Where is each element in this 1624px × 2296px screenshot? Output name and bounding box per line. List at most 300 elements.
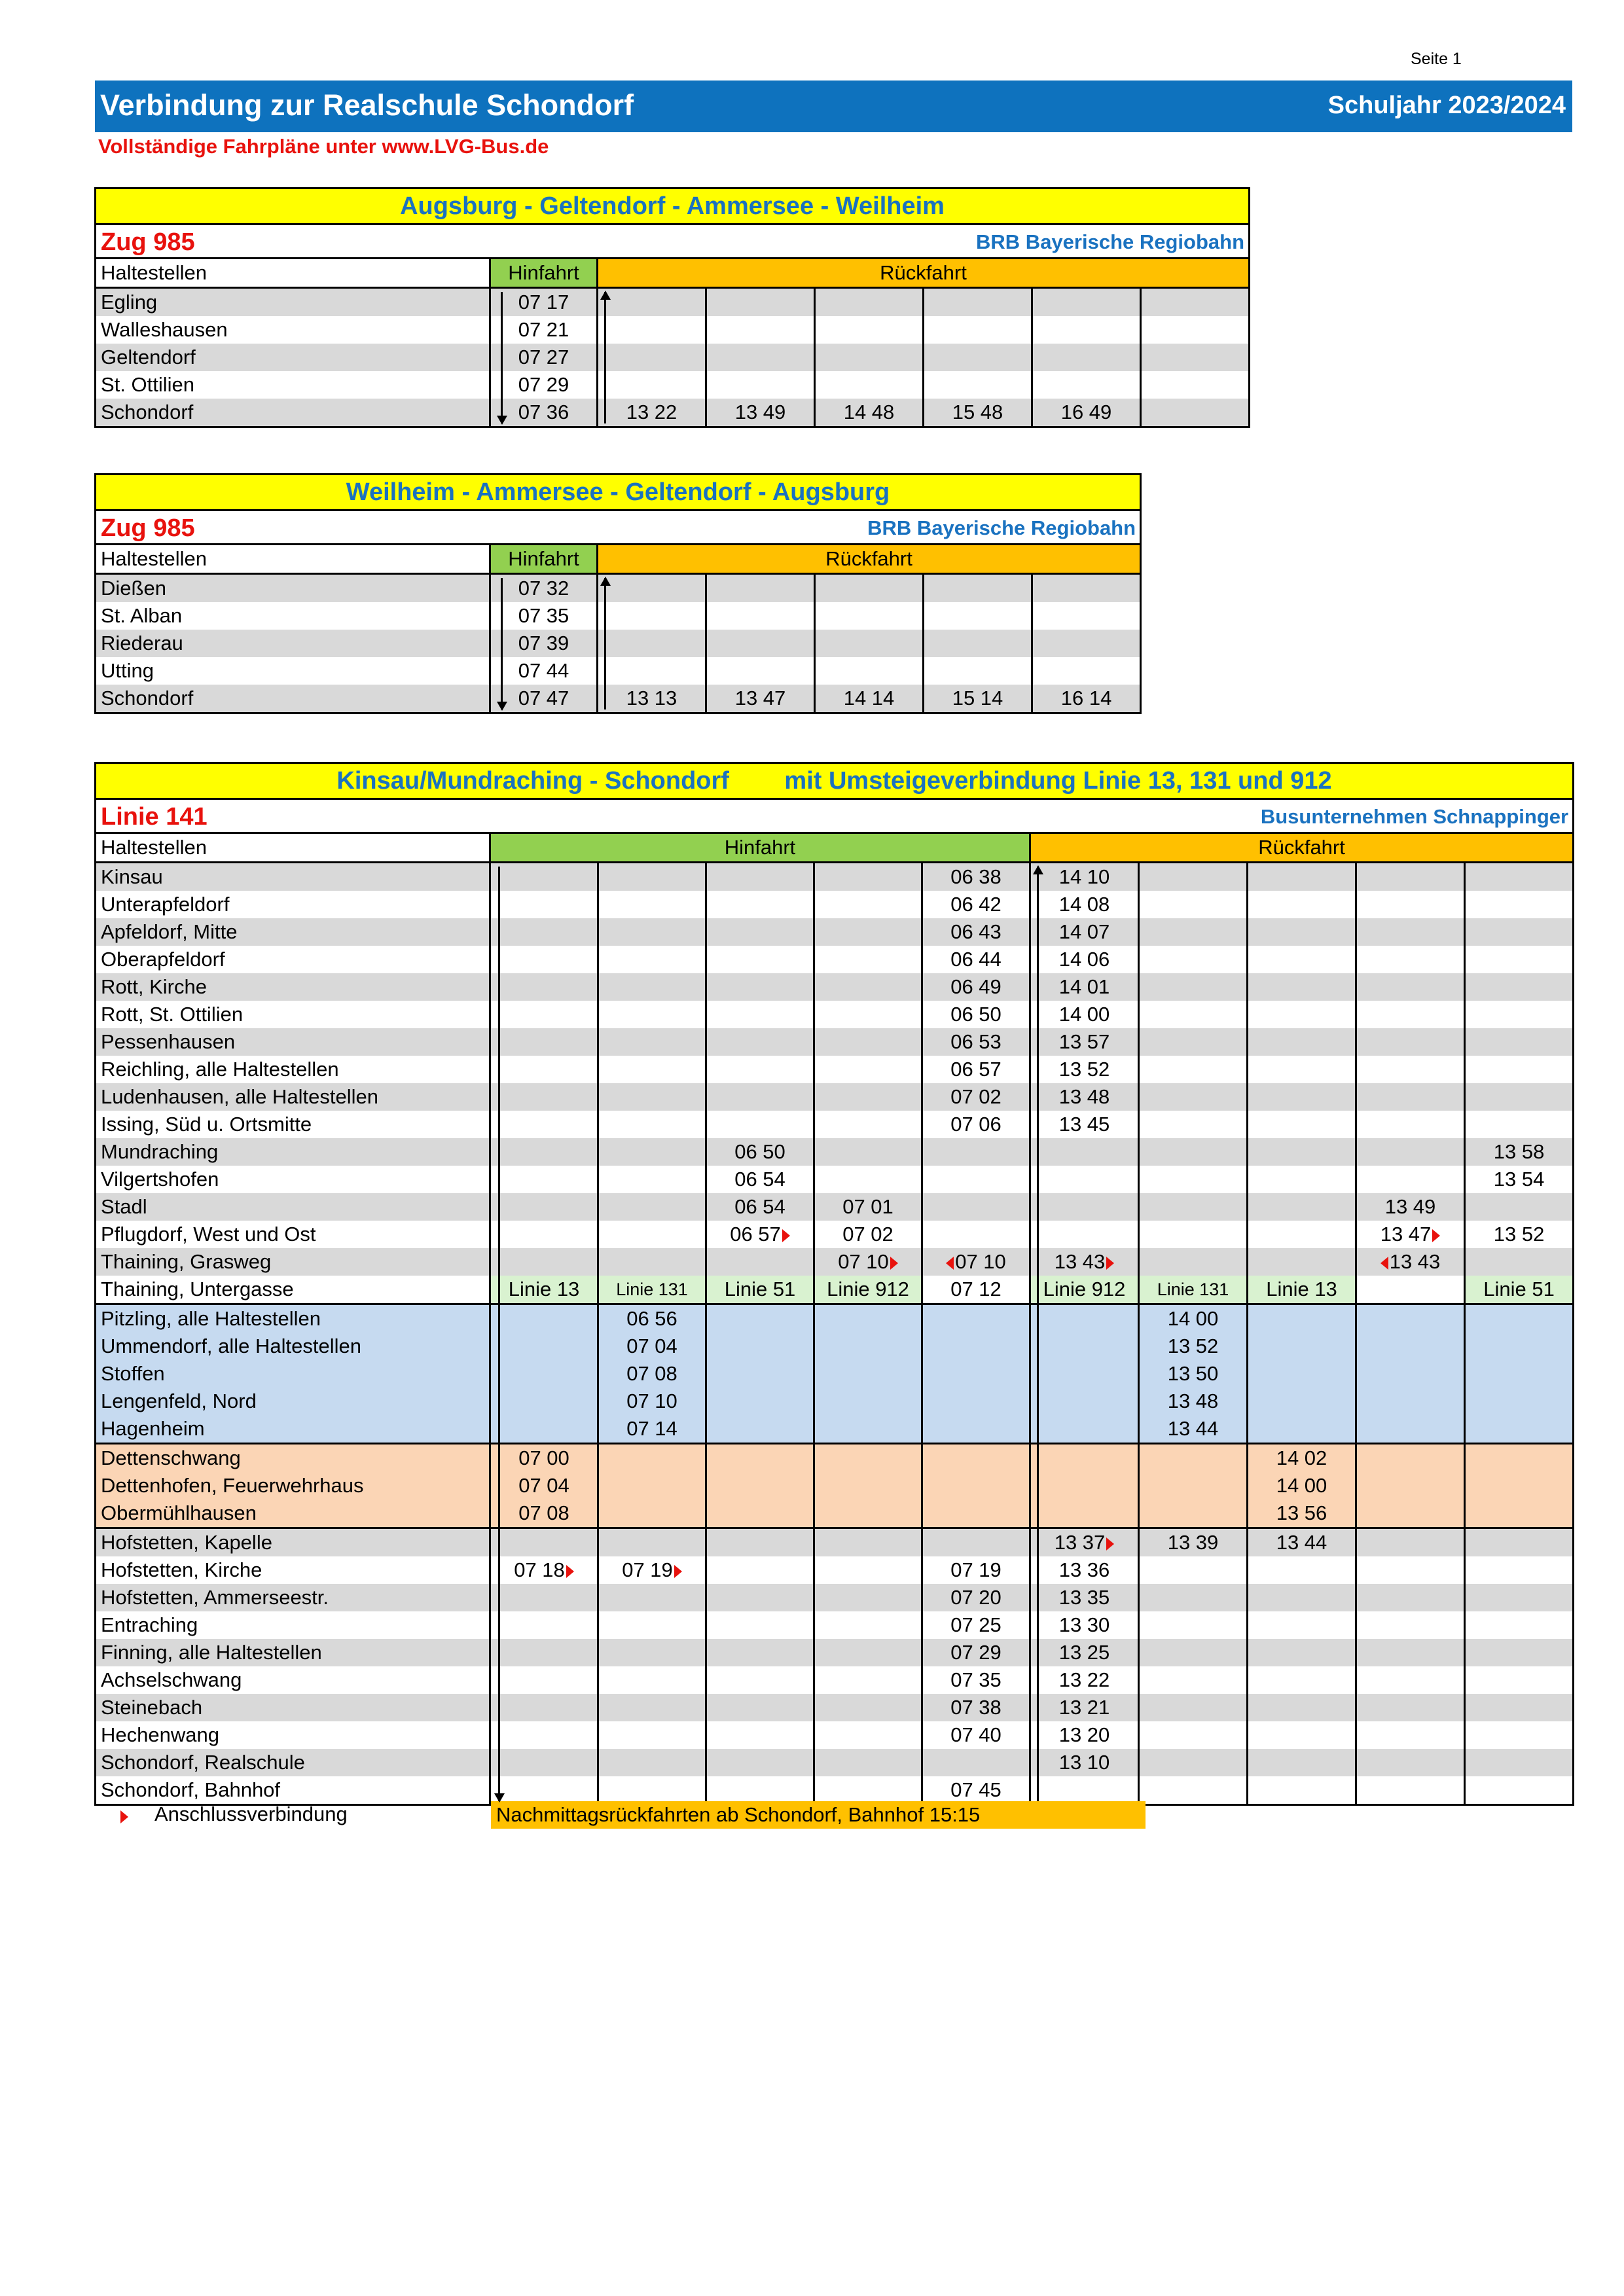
schedule-cell (598, 1499, 706, 1528)
schedule-cell (706, 1360, 814, 1388)
schedule-cell (1139, 1694, 1248, 1721)
schedule-cell (1356, 1276, 1465, 1304)
schedule-cell: Linie 13 (490, 1276, 598, 1304)
departure-time: 07 44 (490, 657, 598, 685)
return-time (598, 574, 706, 603)
schedule-cell (490, 1584, 598, 1611)
schedule-cell (814, 1528, 922, 1557)
schedule-cell (814, 1166, 922, 1193)
schedule-cell (1356, 946, 1465, 973)
stop-name: Ludenhausen, alle Haltestellen (96, 1083, 490, 1111)
schedule-cell (922, 1221, 1030, 1248)
schedule-cell (1356, 1499, 1465, 1528)
return-time (815, 574, 924, 603)
schedule-cell (814, 1694, 922, 1721)
schedule-cell: 07 25 (922, 1611, 1030, 1639)
table-title: Augsburg - Geltendorf - Ammersee - Weilheim (96, 188, 1250, 224)
stop-name: Achselschwang (96, 1666, 490, 1694)
schedule-cell (814, 1584, 922, 1611)
schedule-cell (922, 1360, 1030, 1388)
schedule-cell: 06 56 (598, 1304, 706, 1333)
schedule-cell (1465, 1248, 1574, 1276)
schedule-cell (490, 1111, 598, 1138)
schedule-cell (1465, 1193, 1574, 1221)
schedule-cell: 14 08 (1030, 891, 1139, 918)
schedule-cell (706, 1639, 814, 1666)
return-time (815, 288, 924, 317)
operator-name: BRB Bayerische Regiobahn (976, 230, 1245, 253)
schedule-cell (1356, 1001, 1465, 1028)
schedule-cell (598, 863, 706, 891)
schedule-cell (922, 1444, 1030, 1473)
stop-name: Egling (96, 288, 490, 317)
schedule-cell (1139, 1444, 1248, 1473)
schedule-cell (1030, 1415, 1139, 1444)
schedule-cell: 06 50 (706, 1138, 814, 1166)
line-name: Linie 141 (101, 803, 208, 831)
schedule-cell (1248, 918, 1356, 946)
schedule-cell (1465, 1388, 1574, 1415)
schedule-cell (490, 1248, 598, 1276)
return-time (815, 371, 924, 399)
schedule-cell (1248, 1694, 1356, 1721)
table-row (96, 630, 1141, 657)
schedule-cell (490, 1333, 598, 1360)
line-name: Zug 985 (101, 514, 195, 542)
schedule-cell: 13 22 (1030, 1666, 1139, 1694)
operator-name: Busunternehmen Schnappinger (1260, 805, 1569, 828)
schedule-cell: 06 49 (922, 973, 1030, 1001)
stop-name: Hofstetten, Ammerseestr. (96, 1584, 490, 1611)
column-header-hinfahrt: Hinfahrt (490, 545, 598, 574)
return-time (706, 316, 815, 344)
schedule-cell: 13 21 (1030, 1694, 1139, 1721)
schedule-cell (814, 1083, 922, 1111)
schedule-cell (1248, 1611, 1356, 1639)
stop-name: Pitzling, alle Haltestellen (96, 1304, 490, 1333)
return-time: 14 48 (815, 399, 924, 427)
schedule-cell: 13 36 (1030, 1556, 1139, 1584)
stop-name: Lengenfeld, Nord (96, 1388, 490, 1415)
schedule-cell (814, 1611, 922, 1639)
schedule-cell: 13 50 (1139, 1360, 1248, 1388)
schedule-cell: 07 08 (490, 1499, 598, 1528)
schedule-cell (706, 946, 814, 973)
schedule-cell (814, 1499, 922, 1528)
table-row (96, 1221, 1574, 1248)
schedule-cell: 06 44 (922, 946, 1030, 973)
schedule-cell (1248, 1639, 1356, 1666)
connection-arrow-icon (674, 1565, 682, 1578)
schedule-cell (814, 1304, 922, 1333)
schedule-cell (706, 1472, 814, 1499)
schedule-cell (814, 1001, 922, 1028)
schedule-cell (814, 1472, 922, 1499)
schedule-cell (1465, 1776, 1574, 1805)
stop-name: Mundraching (96, 1138, 490, 1166)
schedule-cell (814, 973, 922, 1001)
schedule-cell (1465, 1333, 1574, 1360)
schedule-cell: 06 50 (922, 1001, 1030, 1028)
table-row (96, 1639, 1574, 1666)
schedule-cell: 07 40 (922, 1721, 1030, 1749)
schedule-cell: Linie 131 (1139, 1276, 1248, 1304)
schedule-cell (1248, 946, 1356, 973)
stop-name: Kinsau (96, 863, 490, 891)
stop-name: Stoffen (96, 1360, 490, 1388)
line-header (96, 799, 1574, 833)
schedule-cell (1465, 1415, 1574, 1444)
schedule-cell (1030, 1499, 1139, 1528)
schedule-cell (706, 1499, 814, 1528)
table-row (96, 685, 1141, 713)
schedule-cell: Linie 51 (1465, 1276, 1574, 1304)
schedule-cell (814, 1111, 922, 1138)
schedule-cell (1248, 1166, 1356, 1193)
schedule-cell (1139, 1056, 1248, 1083)
stop-name: Riederau (96, 630, 490, 657)
return-time (706, 371, 815, 399)
departure-time: 07 32 (490, 574, 598, 603)
return-time: 13 13 (598, 685, 706, 713)
schedule-cell (1465, 1056, 1574, 1083)
schedule-cell (490, 1166, 598, 1193)
return-time (598, 344, 706, 371)
schedule-cell (706, 1028, 814, 1056)
schedule-cell (490, 918, 598, 946)
schedule-cell: 07 04 (490, 1472, 598, 1499)
schedule-cell (1356, 1304, 1465, 1333)
schedule-cell (814, 863, 922, 891)
schedule-cell: 14 01 (1030, 973, 1139, 1001)
stop-name: Finning, alle Haltestellen (96, 1639, 490, 1666)
return-time (598, 371, 706, 399)
schedule-cell (490, 1360, 598, 1388)
schedule-cell (1356, 1166, 1465, 1193)
schedule-cell (1465, 1001, 1574, 1028)
table-row (96, 1584, 1574, 1611)
table-row (96, 371, 1250, 399)
schedule-cell (1139, 1166, 1248, 1193)
return-time (924, 602, 1032, 630)
schedule-cell: 07 38 (922, 1694, 1030, 1721)
stop-name: Pflugdorf, West und Ost (96, 1221, 490, 1248)
legend-label: Anschlussverbindung (154, 1803, 348, 1825)
schedule-cell (814, 1415, 922, 1444)
schedule-cell: 13 58 (1465, 1138, 1574, 1166)
schedule-cell (1030, 1138, 1139, 1166)
schedule-cell (706, 1415, 814, 1444)
schedule-cell (1248, 1721, 1356, 1749)
schedule-cell (598, 1584, 706, 1611)
schedule-cell (1248, 1556, 1356, 1584)
table-title: Weilheim - Ammersee - Geltendorf - Augsburg (96, 475, 1141, 511)
page-number: Seite 1 (1411, 50, 1462, 68)
schedule-cell (1248, 1415, 1356, 1444)
schedule-cell (814, 1056, 922, 1083)
return-time (706, 344, 815, 371)
stop-name: Dettenschwang (96, 1444, 490, 1473)
schedule-cell (1139, 1221, 1248, 1248)
schedule-cell (598, 1721, 706, 1749)
return-time (924, 288, 1032, 317)
school-year: Schuljahr 2023/2024 (1327, 92, 1566, 119)
table-row (96, 1001, 1574, 1028)
schedule-cell (1139, 1499, 1248, 1528)
schedule-cell (1248, 1001, 1356, 1028)
schedule-cell (1356, 1528, 1465, 1557)
schedule-cell: 14 00 (1248, 1472, 1356, 1499)
schedule-cell (1356, 863, 1465, 891)
schedule-cell (1465, 891, 1574, 918)
schedule-cell (922, 1304, 1030, 1333)
departure-time: 07 36 (490, 399, 598, 427)
schedule-cell (706, 1721, 814, 1749)
schedule-cell (490, 1415, 598, 1444)
line-header (96, 224, 1250, 259)
connection-arrow-icon (946, 1257, 954, 1270)
schedule-cell (706, 1111, 814, 1138)
schedule-cell (1356, 1639, 1465, 1666)
schedule-cell: 07 29 (922, 1639, 1030, 1666)
schedule-cell (490, 1666, 598, 1694)
schedule-cell (706, 1001, 814, 1028)
return-time (1141, 371, 1250, 399)
schedule-cell (1356, 1056, 1465, 1083)
schedule-cell: 07 02 (922, 1083, 1030, 1111)
stop-name: Walleshausen (96, 316, 490, 344)
schedule-cell (1030, 1193, 1139, 1221)
return-time: 15 48 (924, 399, 1032, 427)
stop-name: Thaining, Untergasse (96, 1276, 490, 1304)
arrow-up-icon (604, 578, 606, 709)
schedule-cell (598, 1193, 706, 1221)
schedule-cell (1139, 1001, 1248, 1028)
schedule-cell (706, 1056, 814, 1083)
schedule-cell (1139, 1749, 1248, 1776)
table-row (96, 1472, 1574, 1499)
schedule-cell: 07 10 (598, 1388, 706, 1415)
schedule-cell (598, 1028, 706, 1056)
table-row (96, 1276, 1574, 1304)
schedule-cell: 07 35 (922, 1666, 1030, 1694)
column-header-stops: Haltestellen (96, 833, 490, 863)
table-row (96, 1360, 1574, 1388)
arrow-down-icon (501, 292, 503, 423)
table-row (96, 1556, 1574, 1584)
timetable-augsburg-weilheim (94, 187, 1250, 428)
schedule-cell (922, 1333, 1030, 1360)
connection-arrow-icon (1106, 1537, 1114, 1551)
table-row (96, 316, 1250, 344)
return-time (924, 657, 1032, 685)
schedule-cell (1356, 1111, 1465, 1138)
schedule-cell (1030, 1444, 1139, 1473)
stop-name: Ummendorf, alle Haltestellen (96, 1333, 490, 1360)
schedule-cell: 13 56 (1248, 1499, 1356, 1528)
schedule-cell (1465, 1749, 1574, 1776)
schedule-cell (598, 1611, 706, 1639)
stop-name: Hofstetten, Kapelle (96, 1528, 490, 1557)
schedule-cell (1465, 1083, 1574, 1111)
schedule-cell (1248, 1333, 1356, 1360)
schedule-cell (490, 1304, 598, 1333)
schedule-cell (1248, 1138, 1356, 1166)
return-time (706, 630, 815, 657)
table-row (96, 1193, 1574, 1221)
schedule-cell (814, 1776, 922, 1805)
schedule-cell: Linie 912 (814, 1276, 922, 1304)
schedule-cell (598, 1138, 706, 1166)
schedule-cell (1248, 1221, 1356, 1248)
table-row (96, 1056, 1574, 1083)
schedule-cell (706, 1333, 814, 1360)
connection-arrow-icon (1432, 1229, 1440, 1242)
table-row (96, 1528, 1574, 1557)
schedule-cell: 06 54 (706, 1193, 814, 1221)
schedule-cell: 07 10 (814, 1248, 922, 1276)
schedule-cell (1139, 1248, 1248, 1276)
schedule-cell (598, 1001, 706, 1028)
return-time (706, 657, 815, 685)
return-time: 16 49 (1032, 399, 1141, 427)
schedule-cell (1465, 1528, 1574, 1557)
schedule-cell (706, 1528, 814, 1557)
table-row (96, 1499, 1574, 1528)
line-header (96, 511, 1141, 545)
schedule-cell (706, 1556, 814, 1584)
departure-time: 07 21 (490, 316, 598, 344)
return-time (598, 316, 706, 344)
schedule-cell (1356, 1776, 1465, 1805)
schedule-cell (922, 1193, 1030, 1221)
schedule-cell: 07 00 (490, 1444, 598, 1473)
schedule-cell (1030, 1360, 1139, 1388)
schedule-cell (598, 918, 706, 946)
stop-name: Oberapfeldorf (96, 946, 490, 973)
schedule-cell: 13 52 (1465, 1221, 1574, 1248)
schedule-cell (598, 1221, 706, 1248)
return-time (815, 602, 924, 630)
return-time (1141, 399, 1250, 427)
schedule-cell (922, 1166, 1030, 1193)
return-time (1141, 288, 1250, 317)
schedule-cell (1248, 1388, 1356, 1415)
schedule-cell (1030, 1304, 1139, 1333)
schedule-cell (1139, 1611, 1248, 1639)
schedule-cell (706, 1584, 814, 1611)
table-row (96, 1611, 1574, 1639)
return-time (1032, 657, 1141, 685)
table-title: Kinsau/Mundraching - Schondorf mit Umsteigeverbindung Linie 13, 131 und 912 (96, 763, 1574, 799)
schedule-cell: 14 00 (1139, 1304, 1248, 1333)
schedule-cell (1139, 1666, 1248, 1694)
column-header-rueckfahrt: Rückfahrt (598, 259, 1250, 288)
schedule-cell: 07 14 (598, 1415, 706, 1444)
schedule-cell (1139, 1472, 1248, 1499)
schedule-cell (922, 1388, 1030, 1415)
schedule-cell (490, 1193, 598, 1221)
schedule-cell (1465, 946, 1574, 973)
schedule-cell (1248, 1111, 1356, 1138)
operator-name: BRB Bayerische Regiobahn (867, 516, 1136, 539)
schedule-cell (1356, 918, 1465, 946)
schedule-cell (1356, 1028, 1465, 1056)
schedule-cell: 07 08 (598, 1360, 706, 1388)
schedule-cell (814, 1138, 922, 1166)
return-time (1032, 574, 1141, 603)
schedule-cell (490, 946, 598, 973)
return-time (598, 657, 706, 685)
arrow-down-icon (501, 578, 503, 709)
schedule-cell: 14 10 (1030, 863, 1139, 891)
schedule-cell (1465, 1304, 1574, 1333)
schedule-cell: 06 42 (922, 891, 1030, 918)
connection-arrow-icon (120, 1810, 128, 1823)
departure-time: 07 17 (490, 288, 598, 317)
schedule-cell (814, 1721, 922, 1749)
schedule-cell: 13 35 (1030, 1584, 1139, 1611)
stop-name: Schondorf, Bahnhof (96, 1776, 490, 1805)
stop-name: Schondorf (96, 685, 490, 713)
schedule-cell: 07 18 (490, 1556, 598, 1584)
schedule-cell (1356, 1388, 1465, 1415)
schedule-cell (1465, 1666, 1574, 1694)
schedule-cell (598, 1444, 706, 1473)
table-row (96, 1444, 1574, 1473)
arrow-up-icon (604, 292, 606, 423)
schedule-cell: 13 48 (1030, 1083, 1139, 1111)
timetable-link-note: Vollständige Fahrpläne unter www.LVG-Bus.de (98, 135, 549, 158)
schedule-cell: 06 43 (922, 918, 1030, 946)
return-time (1032, 630, 1141, 657)
schedule-cell (490, 1776, 598, 1805)
return-time: 13 22 (598, 399, 706, 427)
schedule-cell (598, 1666, 706, 1694)
stop-name: Unterapfeldorf (96, 891, 490, 918)
schedule-cell: 07 06 (922, 1111, 1030, 1138)
schedule-cell (1465, 1111, 1574, 1138)
connection-arrow-icon (1380, 1257, 1388, 1270)
schedule-cell (490, 1749, 598, 1776)
stop-name: Dettenhofen, Feuerwehrhaus (96, 1472, 490, 1499)
schedule-cell (814, 1333, 922, 1360)
schedule-cell (1139, 891, 1248, 918)
schedule-cell: 07 10 (922, 1248, 1030, 1276)
schedule-cell (598, 973, 706, 1001)
column-header-hinfahrt: Hinfahrt (490, 259, 598, 288)
schedule-cell (814, 1028, 922, 1056)
schedule-cell: Linie 912 (1030, 1276, 1139, 1304)
schedule-cell: 07 19 (598, 1556, 706, 1584)
table-row (96, 1749, 1574, 1776)
schedule-cell (1248, 1749, 1356, 1776)
return-time (1032, 288, 1141, 317)
schedule-cell (490, 1528, 598, 1557)
schedule-cell (490, 1028, 598, 1056)
stop-name: Geltendorf (96, 344, 490, 371)
return-time (1141, 316, 1250, 344)
schedule-cell (490, 1388, 598, 1415)
schedule-cell (1030, 1333, 1139, 1360)
schedule-cell: 13 52 (1030, 1056, 1139, 1083)
schedule-cell: 13 54 (1465, 1166, 1574, 1193)
stop-name: Stadl (96, 1193, 490, 1221)
schedule-cell (490, 1001, 598, 1028)
schedule-cell (706, 918, 814, 946)
schedule-cell: Linie 13 (1248, 1276, 1356, 1304)
schedule-cell (490, 891, 598, 918)
